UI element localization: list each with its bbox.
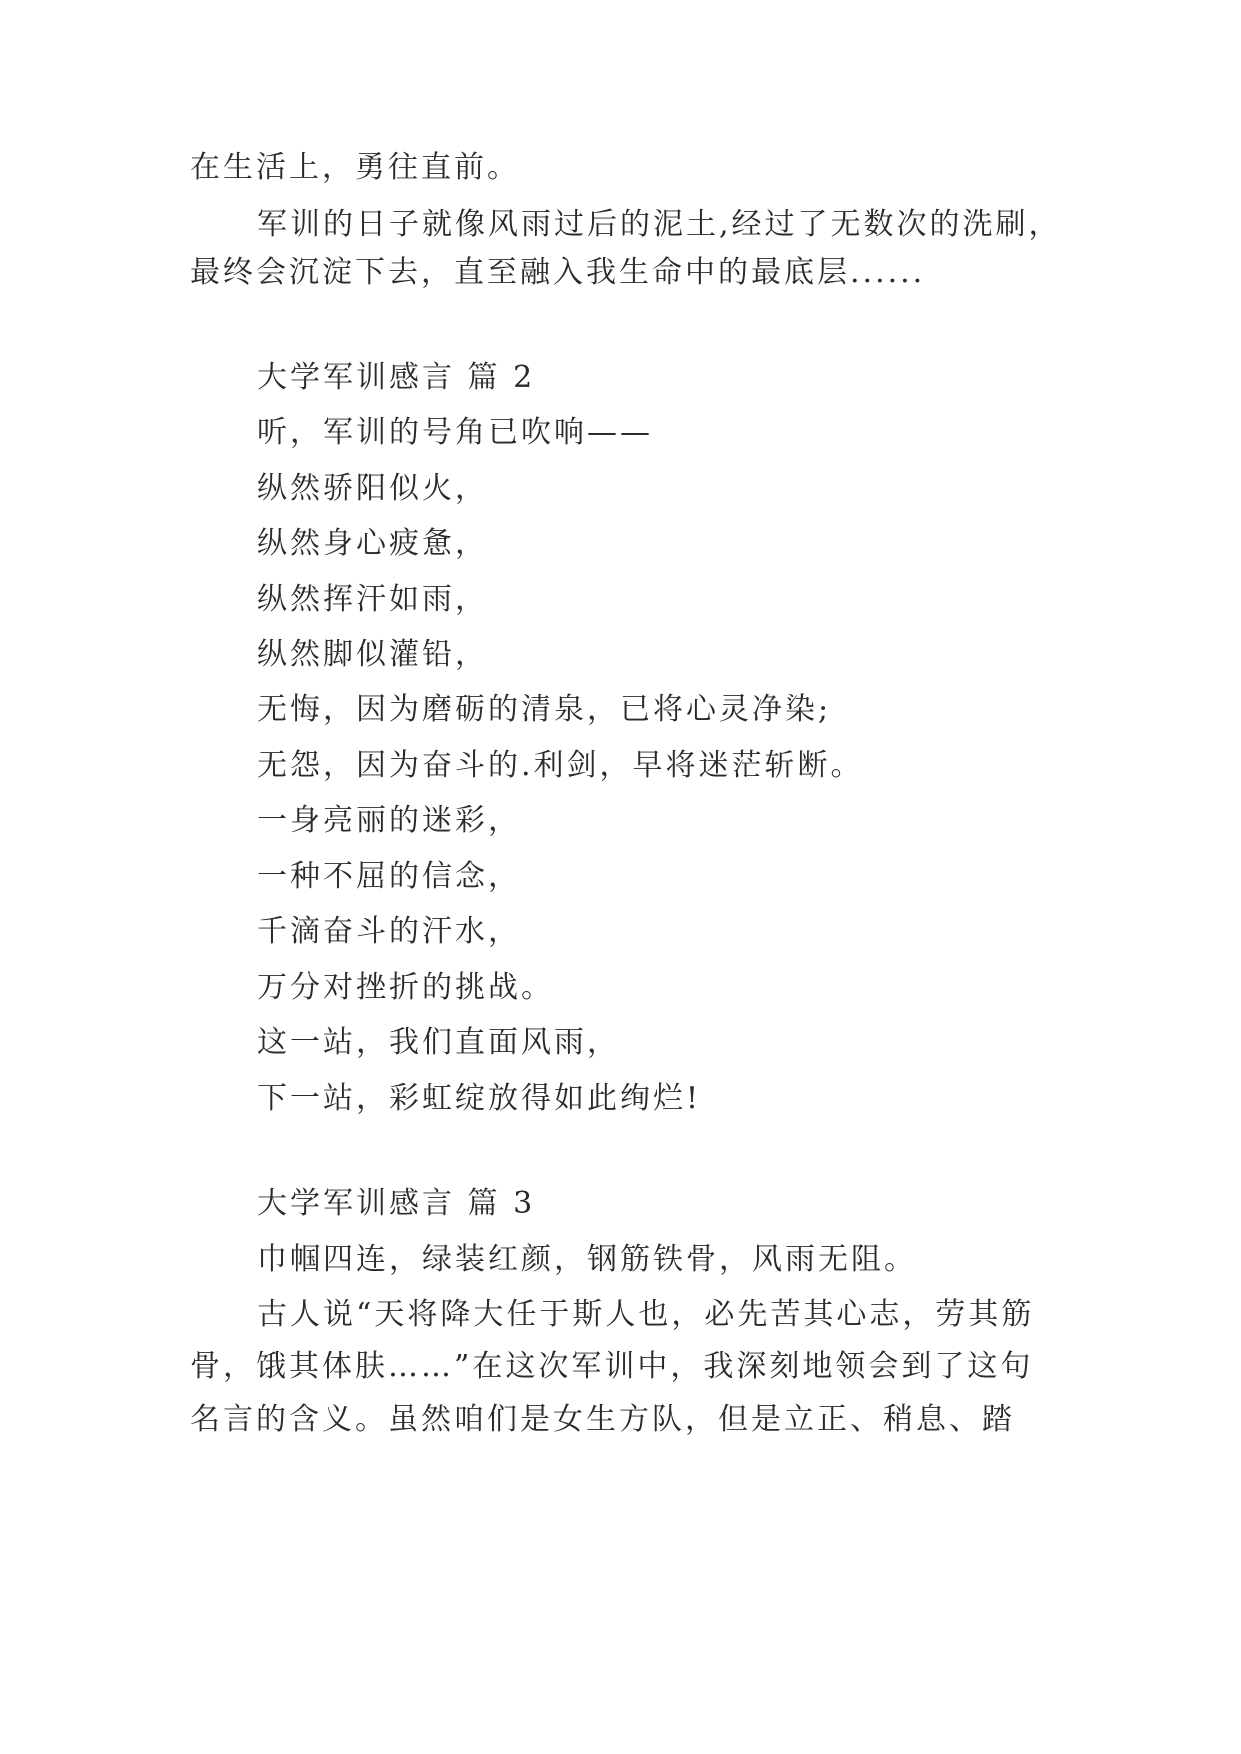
poem-line: 纵然骄阳似火， <box>257 471 488 506</box>
paragraph-line: 古人说“天将降大任于斯人也，必先苦其心志，劳其筋 <box>257 1297 1035 1332</box>
poem-line: 纵然挥汗如雨， <box>257 582 488 617</box>
paragraph-line: 在生活上，勇往直前。 <box>190 150 520 185</box>
poem-line: 无悔，因为磨砺的清泉，已将心灵净染; <box>257 692 832 727</box>
poem-line: 无怨，因为奋斗的.利剑，早将迷茫斩断。 <box>257 748 864 783</box>
paragraph-line: 骨，饿其体肤……”在这次军训中，我深刻地领会到了这句 <box>190 1349 1034 1384</box>
poem-line: 一身亮丽的迷彩， <box>257 803 521 838</box>
poem-line: 这一站，我们直面风雨， <box>257 1025 620 1060</box>
poem-line: 万分对挫折的挑战。 <box>257 970 554 1005</box>
paragraph-line: 名言的含义。虽然咱们是女生方队，但是立正、稍息、踏 <box>190 1402 1015 1437</box>
poem-line: 纵然脚似灌铅， <box>257 637 488 672</box>
paragraph-line: 最终会沉淀下去，直至融入我生命中的最底层...... <box>190 255 926 290</box>
section-heading: 大学军训感言 篇 2 <box>257 360 536 395</box>
section-heading: 大学军训感言 篇 3 <box>257 1186 536 1221</box>
paragraph-line: 军训的日子就像风雨过后的泥土,经过了无数次的洗刷， <box>257 207 1062 242</box>
poem-line: 纵然身心疲惫， <box>257 526 488 561</box>
poem-line: 下一站，彩虹绽放得如此绚烂! <box>257 1081 702 1116</box>
paragraph-line: 巾帼四连，绿装红颜，钢筋铁骨，风雨无阻。 <box>257 1242 917 1277</box>
poem-line: 一种不屈的信念， <box>257 859 521 894</box>
poem-line: 听，军训的号角已吹响—— <box>257 415 653 450</box>
poem-line: 千滴奋斗的汗水， <box>257 914 521 949</box>
